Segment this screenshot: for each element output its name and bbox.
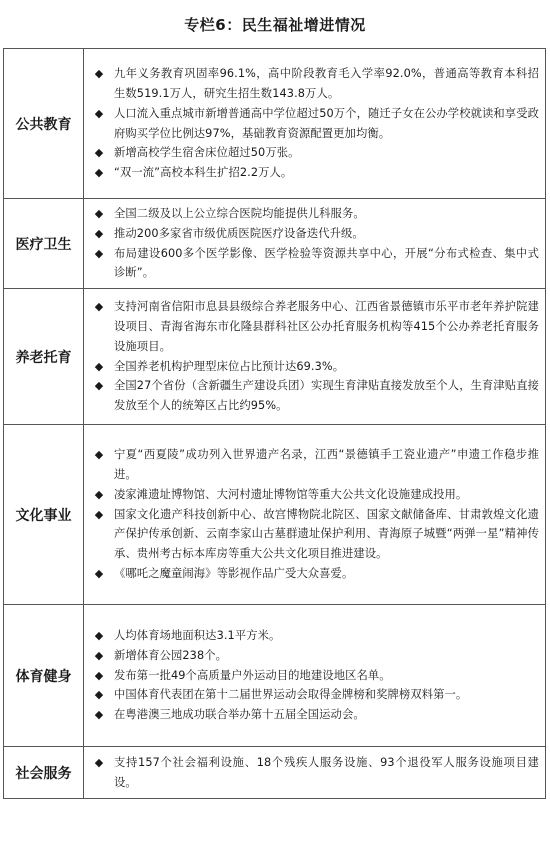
list-item: [90, 753, 539, 793]
list-item: [90, 163, 539, 183]
item-text: 新增体育公园238个。: [114, 648, 228, 662]
diamond-bullet-icon: ◆: [94, 629, 104, 642]
section-row: [4, 49, 546, 199]
item-text: 全国养老机构护理型床位占比预计达69.3%。: [114, 359, 345, 373]
diamond-bullet-icon: ◆: [94, 668, 104, 682]
list-item: [90, 685, 539, 705]
section-content: [84, 425, 546, 605]
diamond-bullet-icon: ◆: [94, 146, 104, 160]
item-text: 九年义务教育巩固率96.1%，高中阶段教育毛入学率92.0%，普通高等教育本科招生数519.1万人，研究生招生数143.8万人。: [114, 67, 539, 100]
bullet-list: [90, 64, 539, 183]
diamond-bullet-icon: ◆: [94, 708, 104, 722]
list-item: [90, 666, 539, 686]
section-category: 社会服务: [4, 747, 84, 799]
list-item: [90, 626, 539, 646]
box-title: 专栏6：民生福祉增进情况: [184, 16, 366, 34]
item-text: 推动200多家省市级优质医院医疗设备迭代升级。: [114, 226, 364, 240]
diamond-bullet-icon: ◆: [94, 226, 104, 240]
diamond-bullet-icon: ◆: [94, 507, 104, 521]
section-category: 公共教育: [4, 49, 84, 199]
diamond-bullet-icon: ◆: [94, 106, 104, 120]
item-text: 《哪吒之魔童闹海》等影视作品广受大众喜爱。: [114, 566, 354, 580]
section-row: [4, 425, 546, 605]
diamond-bullet-icon: ◆: [94, 166, 104, 180]
item-text: 全国二级及以上公立综合医院均能提供儿科服务。: [114, 206, 365, 220]
list-item: [90, 104, 539, 144]
item-text: 全国27个省份（含新疆生产建设兵团）实现生育津贴直接发放至个人，生育津贴直接发放至个人的统筹区占比约95%。: [114, 379, 539, 413]
section-content: [84, 49, 546, 199]
item-text: 支持河南省信阳市息县县级综合养老服务中心、江西省景德镇市乐平市老年养护院建设项目、青海省海东市化隆县群科社区公办托育服务机构等415个公办养老托育服务设施项目。: [114, 300, 539, 353]
diamond-bullet-icon: ◆: [94, 688, 104, 702]
diamond-bullet-icon: ◆: [94, 246, 104, 260]
section-row: [4, 747, 546, 799]
item-text: 在粤港澳三地成功联合举办第十五届全国运动会。: [114, 708, 365, 722]
list-item: [90, 445, 539, 485]
list-item: [90, 646, 539, 666]
diamond-bullet-icon: ◆: [94, 566, 104, 580]
list-item: [90, 357, 539, 377]
section-content: [84, 747, 546, 799]
list-item: [90, 297, 539, 356]
item-text: 凌家滩遗址博物馆、大河村遗址博物馆等重大公共文化设施建成投用。: [114, 487, 468, 501]
section-content: [84, 605, 546, 747]
bullet-list: [90, 297, 539, 416]
bullet-list: [90, 204, 539, 283]
diamond-bullet-icon: ◆: [94, 300, 104, 314]
item-text: 宁夏“西夏陵”成功列入世界遗产名录，江西“景德镇手工瓷业遗产”申遗工作稳步推进。: [114, 448, 539, 481]
section-content: [84, 289, 546, 425]
bullet-list: [90, 753, 539, 793]
diamond-bullet-icon: ◆: [94, 448, 104, 462]
section-content: [84, 199, 546, 289]
bullet-list: [90, 626, 539, 725]
list-item: [90, 224, 539, 244]
list-item: [90, 505, 539, 564]
list-item: [90, 485, 539, 505]
list-item: [90, 143, 539, 163]
info-table: [3, 48, 546, 799]
item-text: 发布第一批49个高质量户外运动目的地建设地区名单。: [114, 668, 391, 682]
list-item: [90, 564, 539, 584]
item-text: 人口流入重点城市新增普通高中学位超过50万个，随迁子女在公办学校就读和享受政府购买学位比例达97%，基础教育资源配置更加均衡。: [114, 106, 539, 140]
section-row: [4, 605, 546, 747]
section-category: 医疗卫生: [4, 199, 84, 289]
list-item: [90, 376, 539, 416]
section-category: 体育健身: [4, 605, 84, 747]
diamond-bullet-icon: ◆: [94, 648, 104, 662]
list-item: [90, 705, 539, 725]
item-text: 国家文化遗产科技创新中心、故宫博物院北院区、国家文献储备库、甘肃敦煌文化遗产保护传承创新、云南李家山古墓群遗址保护利用、青海原子城暨“两弹一星”精神传承、贵州考古标本库房等重大公共文化项目推进建设。: [114, 507, 539, 561]
section-category: 文化事业: [4, 425, 84, 605]
item-text: 布局建设600多个医学影像、医学检验等资源共享中心，开展“分布式检查、集中式诊断”。: [114, 246, 539, 280]
section-row: [4, 289, 546, 425]
item-text: 人均体育场地面积达3.1平方米。: [114, 629, 281, 642]
diamond-bullet-icon: ◆: [94, 359, 104, 373]
item-text: 中国体育代表团在第十二届世界运动会取得金牌榜和奖牌榜双料第一。: [114, 688, 468, 702]
item-text: “双一流”高校本科生扩招2.2万人。: [114, 166, 293, 180]
bullet-list: [90, 445, 539, 584]
section-row: [4, 199, 546, 289]
list-item: [90, 244, 539, 284]
diamond-bullet-icon: ◆: [94, 67, 104, 81]
diamond-bullet-icon: ◆: [94, 755, 104, 769]
item-text: 新增高校学生宿舍床位超过50万张。: [114, 146, 300, 160]
diamond-bullet-icon: ◆: [94, 487, 104, 501]
section-category: 养老托育: [4, 289, 84, 425]
list-item: [90, 204, 539, 224]
diamond-bullet-icon: ◆: [94, 379, 104, 393]
list-item: [90, 64, 539, 104]
item-text: 支持157个社会福利设施、18个残疾人服务设施、93个退役军人服务设施项目建设。: [114, 755, 539, 789]
diamond-bullet-icon: ◆: [94, 206, 104, 220]
